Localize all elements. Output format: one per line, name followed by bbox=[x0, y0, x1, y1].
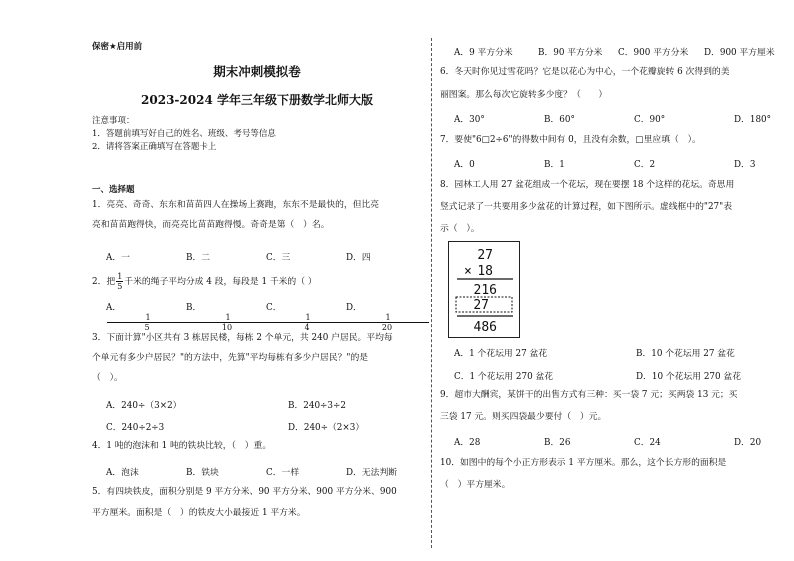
question-9-line-2: 三袋 17 元。则买四袋最少要付（ ）元。 bbox=[440, 412, 607, 422]
question-9-line-1: 9．超市大酬宾，某饼干的出售方式有三种：买一袋 7 元；买两袋 13 元；买 bbox=[440, 390, 738, 400]
option-b[interactable]: B．$\frac{1}{10}$ bbox=[186, 300, 266, 332]
exam-title: 期末冲刺模拟卷 bbox=[213, 64, 301, 79]
question-3-line-3: （ ）。 bbox=[92, 373, 123, 383]
note-item-1: 1．答题前填写好自己的姓名、班级、考号等信息 bbox=[92, 129, 276, 139]
section-heading: 一、选择题 bbox=[92, 185, 135, 195]
question-5-options bbox=[454, 45, 794, 58]
question-10-line-2: （ ）平方厘米。 bbox=[440, 480, 511, 490]
option-b[interactable]: B．90 平方分米 bbox=[538, 48, 603, 58]
option-d[interactable]: D．四 bbox=[346, 253, 371, 263]
option-d[interactable]: D．无法判断 bbox=[346, 468, 398, 478]
question-7-options bbox=[454, 157, 784, 170]
option-c[interactable]: C．240÷2÷3 bbox=[106, 423, 165, 433]
question-4-line-1: 4．1 吨的泡沫和 1 吨的铁块比较，（ ）重。 bbox=[92, 441, 272, 451]
partial-product-1: 216 bbox=[473, 283, 497, 298]
option-a[interactable]: A．9 平方分米 bbox=[454, 48, 513, 58]
option-b[interactable]: B．10 个花坛用 27 盆花 bbox=[636, 349, 735, 359]
question-6-line-1: 6．冬天时你见过雪花吗？它是以花心为中心，一个花瓣旋转 6 次得到的美 bbox=[440, 67, 730, 77]
option-a[interactable]: A．30° bbox=[454, 115, 485, 125]
question-3-options-row-1 bbox=[106, 398, 470, 411]
multiplicand: 27 bbox=[477, 248, 493, 263]
fraction: $\frac{1}{5}$ bbox=[117, 272, 123, 291]
question-9-options bbox=[454, 435, 784, 448]
option-a[interactable]: A．1 个花坛用 27 盆花 bbox=[454, 349, 548, 359]
option-d[interactable]: D．10 个花坛用 270 盆花 bbox=[636, 372, 742, 382]
question-6-options bbox=[454, 112, 784, 125]
option-b[interactable]: B．1 bbox=[544, 160, 565, 170]
option-c[interactable]: C．2 bbox=[634, 160, 656, 170]
vertical-multiplication-figure bbox=[448, 241, 520, 338]
question-8-line-2: 竖式记录了一共要用多少盆花的计算过程，如下图所示。虚线框中的"27"表 bbox=[440, 202, 732, 212]
question-8-line-1: 8．园林工人用 27 盆花组成一个花坛，现在要摆 18 个这样的花坛。奇思用 bbox=[440, 180, 735, 190]
notes-heading: 注意事项： bbox=[92, 116, 135, 126]
question-3-line-1: 3．下面计算"小区共有 3 栋居民楼，每栋 2 个单元，共 240 户居民。平均每 bbox=[92, 333, 393, 343]
question-8-line-3: 示（ ）。 bbox=[440, 224, 480, 234]
option-d[interactable]: D．900 平方厘米 bbox=[704, 48, 775, 58]
question-6-line-2: 丽图案。那么每次它旋转多少度？（ ） bbox=[440, 90, 608, 100]
question-10-line-1: 10．如图中的每个小正方形表示 1 平方厘米。那么，这个长方形的面积是 bbox=[440, 458, 727, 468]
question-7-line-1: 7．要使"6□2÷6"的得数中间有 0，且没有余数，□里应填（ ）。 bbox=[440, 135, 701, 145]
question-4-options bbox=[106, 465, 426, 478]
option-c[interactable]: C．一样 bbox=[266, 468, 300, 478]
secret-label: 保密★启用前 bbox=[92, 42, 143, 52]
option-d[interactable]: D．20 bbox=[734, 438, 762, 448]
column-divider bbox=[431, 38, 432, 548]
question-3-line-2: 个单元有多少户居民？"的方法中，先算"平均每栋有多少户居民？"的是 bbox=[92, 353, 369, 363]
option-d[interactable]: D．180° bbox=[734, 115, 772, 125]
option-c[interactable]: C．24 bbox=[634, 438, 661, 448]
multiplier: 18 bbox=[477, 264, 493, 279]
partial-product-2: 27 bbox=[473, 298, 489, 313]
option-a[interactable]: A．0 bbox=[454, 160, 475, 170]
option-a[interactable]: A．泡沫 bbox=[106, 468, 139, 478]
question-1-line-2: 亮和苗苗跑得快，而亮亮比苗苗跑得慢。奇奇是第（ ）名。 bbox=[92, 220, 330, 230]
option-c[interactable]: C．三 bbox=[266, 253, 291, 263]
question-2-pre: 2．把 bbox=[92, 277, 116, 287]
question-2-post: 千米的绳子平均分成 4 段，每段是 1 千米的（ ） bbox=[124, 277, 317, 287]
option-d[interactable]: D．3 bbox=[734, 160, 756, 170]
times-sign: × bbox=[464, 264, 472, 279]
option-c[interactable]: C．1 个花坛用 270 盆花 bbox=[454, 372, 554, 382]
question-2-options bbox=[106, 300, 426, 332]
option-b[interactable]: B．240÷3÷2 bbox=[288, 401, 346, 411]
question-1-line-1: 1．亮亮、奇奇、东东和苗苗四人在操场上赛跑，东东不是最快的，但比亮 bbox=[92, 200, 380, 210]
question-2 bbox=[92, 272, 422, 292]
option-a[interactable]: A．一 bbox=[106, 253, 130, 263]
final-product: 486 bbox=[473, 320, 497, 335]
option-a[interactable]: A．$\frac{1}{5}$ bbox=[106, 300, 186, 332]
option-b[interactable]: B．60° bbox=[544, 115, 575, 125]
option-b[interactable]: B．二 bbox=[186, 253, 211, 263]
note-item-2: 2．请将答案正确填写在答题卡上 bbox=[92, 142, 217, 152]
question-8-options-row-2 bbox=[454, 369, 794, 382]
option-d[interactable]: D．$\frac{1}{20}$ bbox=[346, 300, 426, 332]
question-8-options-row-1 bbox=[454, 346, 794, 359]
question-5-line-1: 5．有四块铁皮，面积分别是 9 平方分米、90 平方分米、900 平方分米、900 bbox=[92, 487, 397, 497]
question-1-options bbox=[106, 250, 426, 263]
option-b[interactable]: B．铁块 bbox=[186, 468, 219, 478]
option-b[interactable]: B．26 bbox=[544, 438, 571, 448]
exam-subtitle: 2023-2024 学年三年级下册数学北师大版 bbox=[141, 93, 373, 107]
calculation-drawing bbox=[449, 242, 519, 337]
option-c[interactable]: C．$\frac{1}{4}$ bbox=[266, 300, 346, 332]
option-a[interactable]: A．28 bbox=[454, 438, 481, 448]
option-c[interactable]: C．90° bbox=[634, 115, 666, 125]
question-5-line-2: 平方厘米。面积是（ ）的铁皮大小最接近 1 平方米。 bbox=[92, 508, 306, 518]
option-c[interactable]: C．900 平方分米 bbox=[618, 48, 689, 58]
option-a[interactable]: A．240÷（3×2） bbox=[106, 401, 182, 411]
question-3-options-row-2 bbox=[106, 420, 470, 433]
option-d[interactable]: D．240÷（2×3） bbox=[288, 423, 365, 433]
